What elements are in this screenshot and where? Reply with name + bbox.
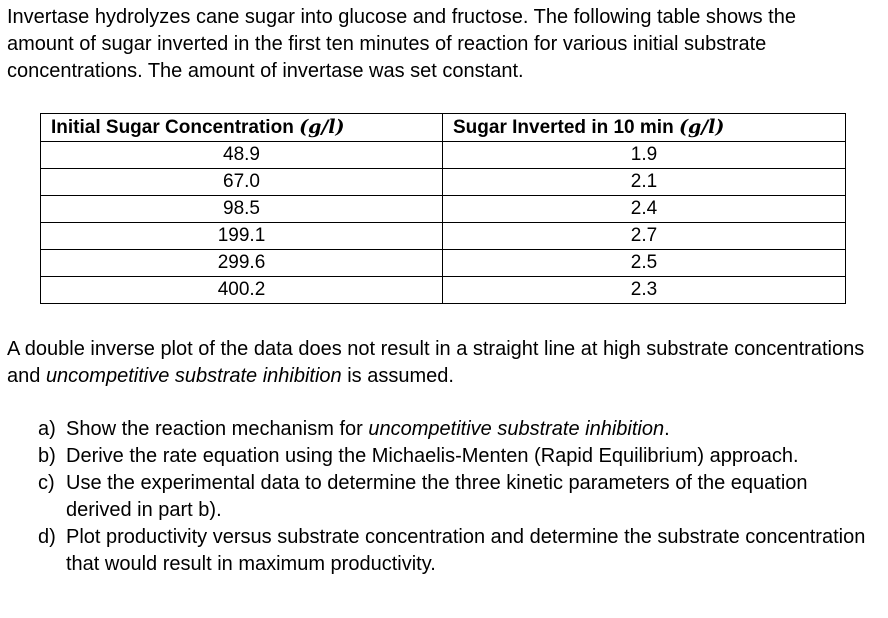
question-label: b)	[38, 445, 56, 467]
assumption-text-before: A double inverse plot of the data does not result in a straight line at high substrate concentrations and	[7, 338, 865, 387]
assumption-paragraph	[7, 336, 877, 390]
question-text	[66, 524, 868, 578]
question-text-main: Use the experimental data to determine the three kinetic parameters of the equation derived in part b).	[66, 472, 808, 521]
table-row	[41, 250, 846, 277]
concentration-cell: 400.2	[41, 277, 443, 304]
header-initial-concentration-unit: (g/l)	[299, 116, 345, 138]
header-initial-concentration-text: Initial Sugar Concentration	[51, 117, 300, 138]
question-text	[66, 416, 868, 443]
inverted-cell: 2.7	[443, 223, 846, 250]
inverted-cell: 2.1	[443, 169, 846, 196]
inverted-cell: 2.3	[443, 277, 846, 304]
question-text-main: Plot productivity versus substrate concentration and determine the substrate concentration that would result in maximum productivity.	[66, 526, 866, 575]
header-sugar-inverted-unit: (g/l)	[678, 116, 725, 138]
table-row	[41, 196, 846, 223]
inverted-cell: 2.5	[443, 250, 846, 277]
concentration-cell: 299.6	[41, 250, 443, 277]
question-list	[38, 416, 868, 578]
concentration-cell: 199.1	[41, 223, 443, 250]
intro-paragraph: Invertase hydrolyzes cane sugar into glucose and fructose. The following table shows the amount of sugar inverted in the first ten minutes of reaction for various initial substrate concentrations. The amount of invertase was set constant.	[7, 6, 796, 82]
inverted-cell: 2.4	[443, 196, 846, 223]
table-row	[41, 223, 846, 250]
table-row	[41, 277, 846, 304]
table-header-row	[41, 114, 846, 142]
question-item	[38, 416, 868, 443]
question-item	[38, 524, 868, 578]
concentration-cell: 67.0	[41, 169, 443, 196]
concentration-cell: 98.5	[41, 196, 443, 223]
assumption-text-after: is assumed.	[341, 365, 454, 387]
header-sugar-inverted-text: Sugar Inverted in 10 min	[453, 117, 679, 138]
assumption-emphasis: uncompetitive substrate inhibition	[45, 365, 342, 387]
question-text-tail: .	[664, 418, 670, 440]
table-row	[41, 142, 846, 169]
concentration-cell: 48.9	[41, 142, 443, 169]
question-label: c)	[38, 472, 55, 494]
table-row	[41, 169, 846, 196]
question-text-main: Show the reaction mechanism for	[66, 418, 369, 440]
data-table	[40, 113, 846, 304]
question-label: a)	[38, 418, 56, 440]
question-text-main: Derive the rate equation using the Michaelis-Menten (Rapid Equilibrium) approach.	[66, 445, 799, 467]
question-label: d)	[38, 526, 56, 548]
inverted-cell: 1.9	[443, 142, 846, 169]
question-text	[66, 470, 868, 524]
question-item	[38, 470, 868, 524]
question-emphasis: uncompetitive substrate inhibition	[368, 418, 665, 440]
question-item	[38, 443, 868, 470]
header-initial-concentration	[41, 114, 443, 142]
question-text	[66, 443, 868, 470]
header-sugar-inverted	[443, 114, 846, 142]
